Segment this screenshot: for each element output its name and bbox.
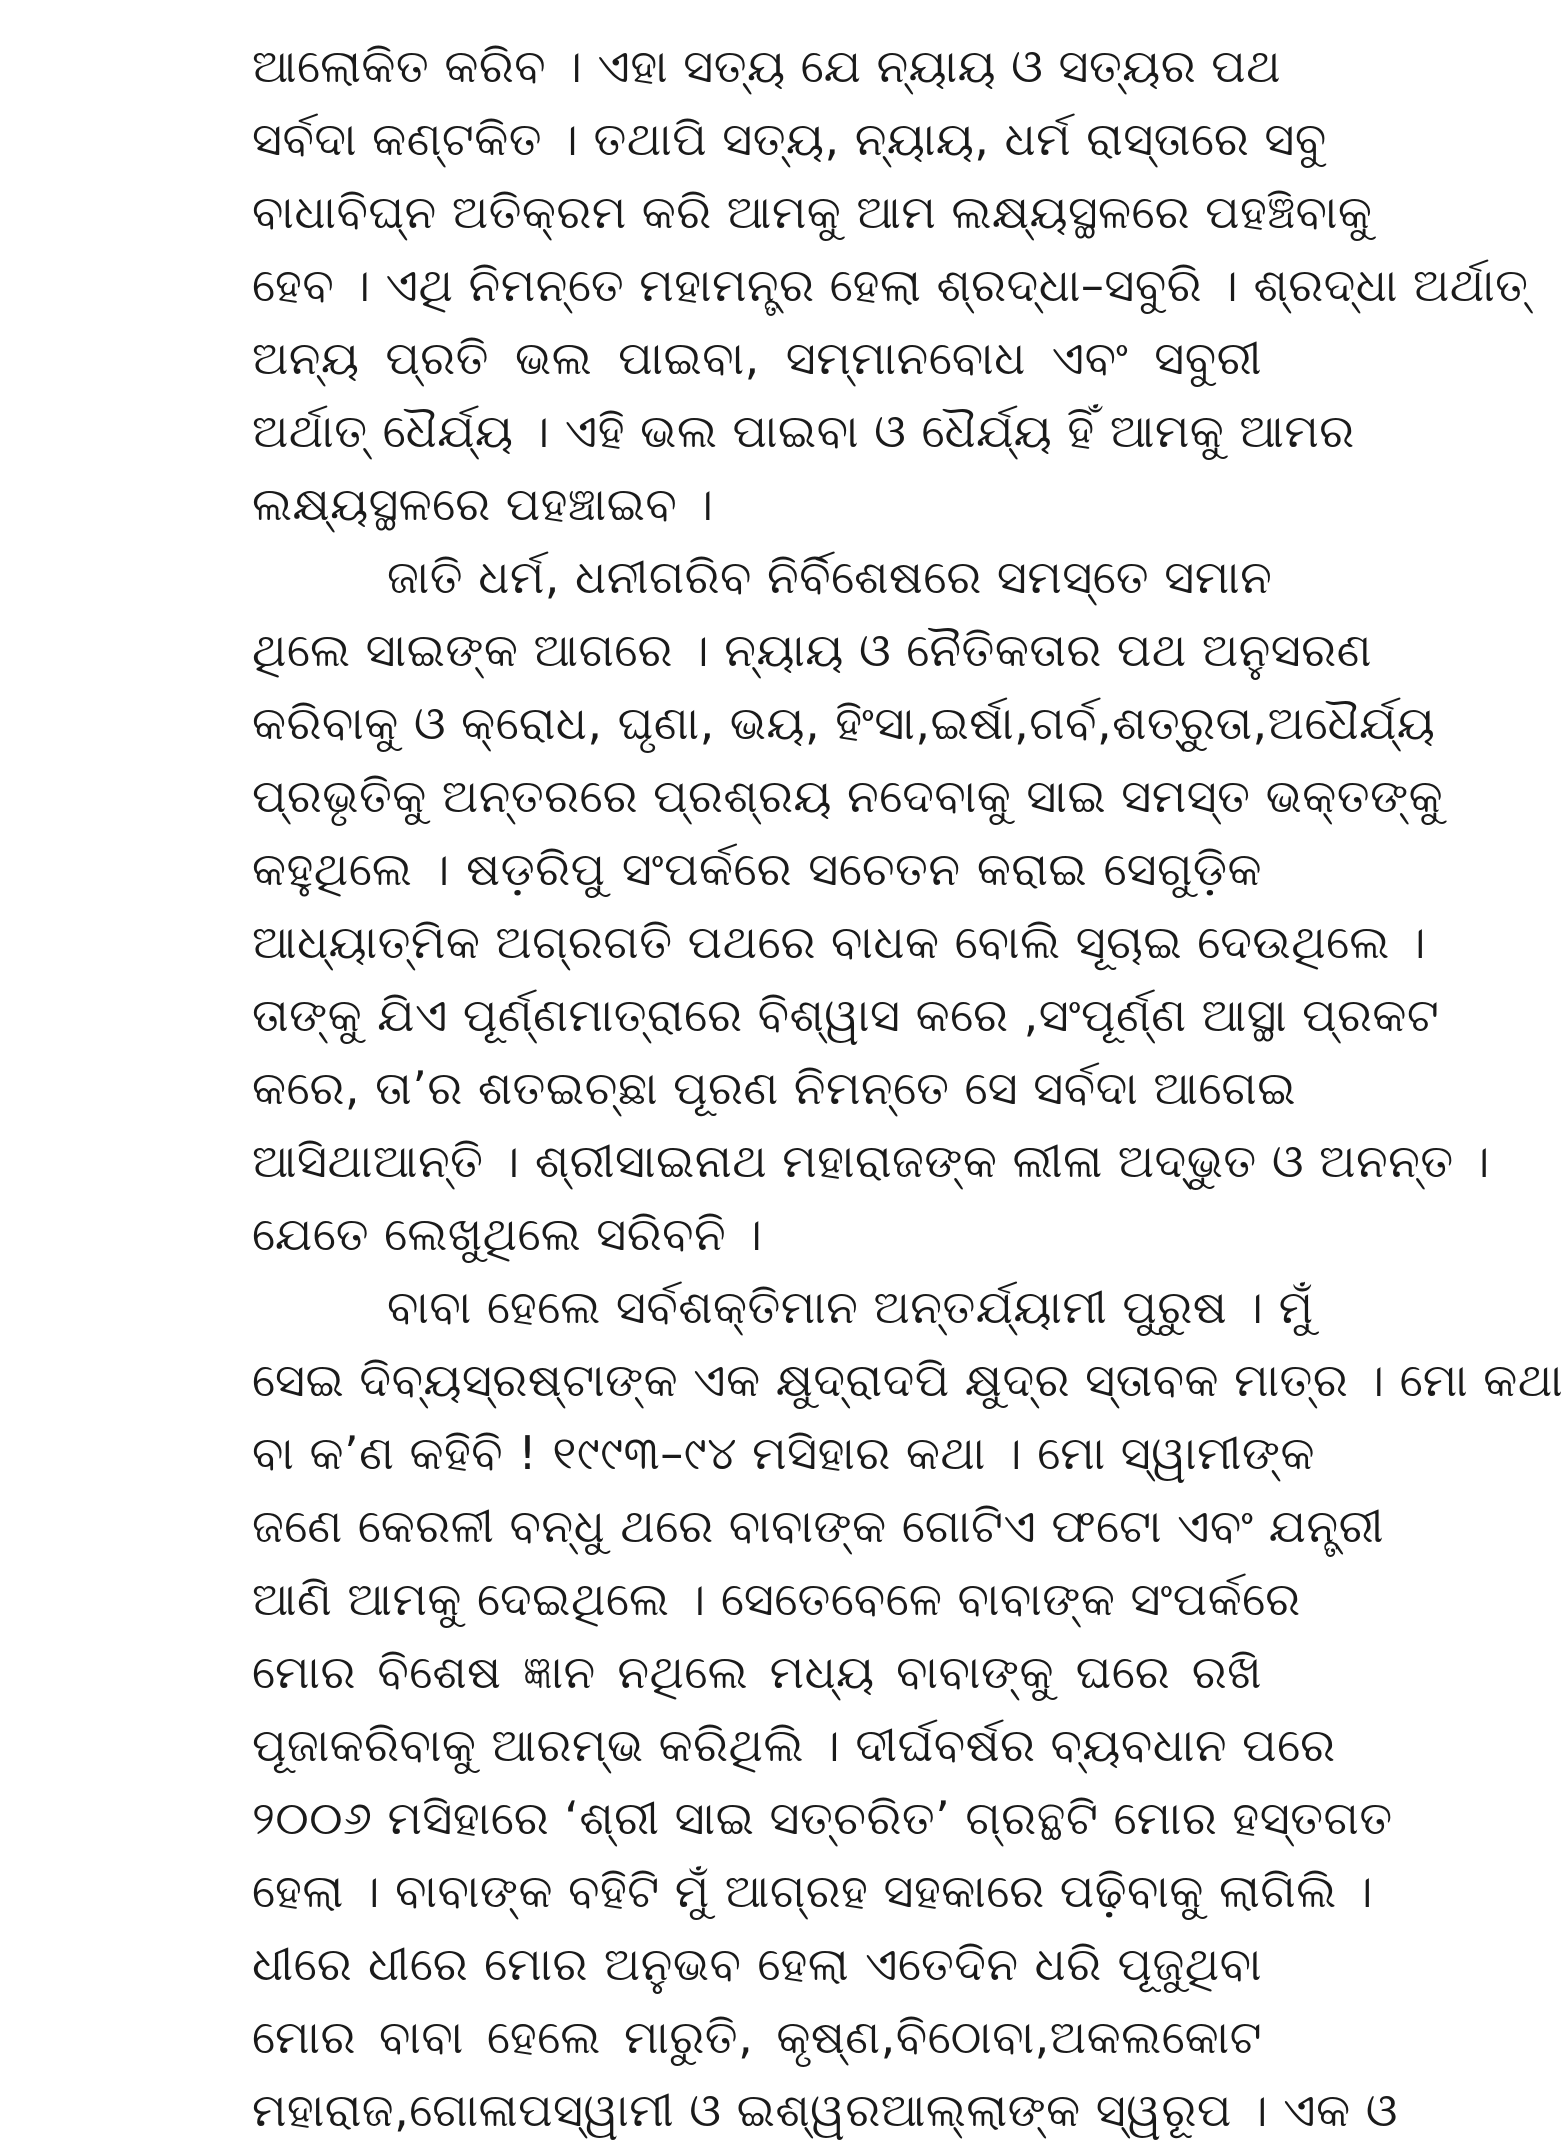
text-line: ସର୍ବଦା କଣ୍ଟକିତ । ତଥାପି ସତ୍ୟ, ନ୍ୟାୟ, ଧର୍ମ ରାସ୍ତାରେ ସବୁ xyxy=(252,112,1327,166)
text-line: ଲକ୍ଷ୍ୟସ୍ଥଳରେ ପହଞ୍ଚାଇବ । xyxy=(252,477,714,531)
text-line: କରିବାକୁ ଓ କ୍ରୋଧ, ଘୃଣା, ଭୟ, ହିଂସା,ଇର୍ଷା,ଗର୍ବ,ଶତ୍ରୁତା,ଅଧୈର୍ଯ୍ୟ xyxy=(252,696,1436,750)
text-line: ତାଙ୍କୁ ଯିଏ ପୂର୍ଣ୍ଣମାତ୍ରାରେ ବିଶ୍ୱାସ କରେ ,ସଂପୂର୍ଣ୍ଣ ଆସ୍ଥା ପ୍ରକଟ xyxy=(252,988,1440,1042)
text-line: ଯେତେ ଲେଖୁଥିଲେ ସରିବନି । xyxy=(252,1207,763,1261)
text-line: ହେବ । ଏଥି ନିମନ୍ତେ ମହାମନ୍ତ୍ର ହେଲା ଶ୍ରଦ୍ଧା–ସବୁରି । ଶ୍ରଦ୍ଧା ଅର୍ଥାତ୍ xyxy=(252,258,1529,312)
body-text xyxy=(252,30,1563,2147)
text-line: ବାଧାବିଘ୍ନ ଅତିକ୍ରମ କରି ଆମକୁ ଆମ ଲକ୍ଷ୍ୟସ୍ଥଳରେ ପହଞ୍ଚିବାକୁ xyxy=(252,185,1373,239)
text-line: ମୋର ବିଶେଷ ଜ୍ଞାନ ନଥିଲେ ମଧ୍ୟ ବାବାଙ୍କୁ ଘରେ ରଖି xyxy=(252,1645,1262,1699)
text-line: ସେଇ ଦିବ୍ୟସ୍ରଷ୍ଟାଙ୍କ ଏକ କ୍ଷୁଦ୍ରାଦପି କ୍ଷୁଦ୍ର ସ୍ତାବକ ମାତ୍ର । ମୋ କଥା xyxy=(252,1353,1563,1407)
text-line: ଆଣି ଆମକୁ ଦେଇଥିଲେ । ସେତେବେଳେ ବାବାଙ୍କ ସଂପର୍କରେ xyxy=(252,1572,1301,1626)
text-line: କହୁଥିଲେ । ଷଡ଼ରିପୁ ସଂପର୍କରେ ସଚେତନ କରାଇ ସେଗୁଡ଼ିକ xyxy=(252,842,1262,896)
text-line: ବା କ’ଣ କହିବି ! ୧୯୯୩–୯୪ ମସିହାର କଥା । ମୋ ସ୍ୱାମୀଙ୍କ xyxy=(252,1426,1316,1480)
text-line: ଆସିଥାଆନ୍ତି । ଶ୍ରୀସାଇନାଥ ମହାରାଜଙ୍କ ଲୀଳା ଅଦ୍ଭୁତ ଓ ଅନନ୍ତ । xyxy=(252,1134,1490,1188)
text-line: ଆଧ୍ୟାତ୍ମିକ ଅଗ୍ରଗତି ପଥରେ ବାଧକ ବୋଲି ସୂଚାଇ ଦେଉଥିଲେ । xyxy=(252,915,1427,969)
text-line: ପ୍ରଭୃତିକୁ ଅନ୍ତରରେ ପ୍ରଶ୍ରୟ ନଦେବାକୁ ସାଇ ସମସ୍ତ ଭକ୍ତଙ୍କୁ xyxy=(252,769,1444,823)
text-line: ଅର୍ଥାତ୍ ଧୈର୍ଯ୍ୟ । ଏହି ଭଲ ପାଇବା ଓ ଧୈର୍ଯ୍ୟ ହିଁ ଆମକୁ ଆମର xyxy=(252,404,1355,458)
text-line: ଧୀରେ ଧୀରେ ମୋର ଅନୁଭବ ହେଲା ଏତେଦିନ ଧରି ପୂଜୁଥିବା xyxy=(252,1937,1262,1991)
text-line: ମୋର ବାବା ହେଲେ ମାରୁତି, କୃଷ୍ଣ,ବିଠୋବା,ଅକଲକୋଟ xyxy=(252,2010,1262,2064)
text-line: ୨୦୦୬ ମସିହାରେ ‘ଶ୍ରୀ ସାଇ ସତ୍‌ଚରିତ’ ଗ୍ରନ୍ଥଟି ମୋର ହସ୍ତଗତ xyxy=(252,1791,1393,1845)
paragraph-first-line: ଜାତି ଧର୍ମ, ଧନୀଗରିବ ନିର୍ବିଶେଷରେ ସମସ୍ତେ ସମାନ xyxy=(387,550,1273,604)
text-line: ଆଲୋକିତ କରିବ । ଏହା ସତ୍ୟ ଯେ ନ୍ୟାୟ ଓ ସତ୍ୟର ପଥ xyxy=(252,39,1282,93)
text-line: ମହାରାଜ,ଗୋଳାପସ୍ୱାମୀ ଓ ଇଶ୍ୱରଆଲ୍ଲାଙ୍କ ସ୍ୱରୂପ । ଏକ ଓ xyxy=(252,2083,1398,2137)
text-line: କରେ, ତା’ର ଶତଇଚ୍ଛା ପୂରଣ ନିମନ୍ତେ ସେ ସର୍ବଦା ଆଗେଇ xyxy=(252,1061,1297,1115)
text-line: ଅନ୍ୟ ପ୍ରତି ଭଲ ପାଇବା, ସମ୍ମାନବୋଧ ଏବଂ ସବୁରୀ xyxy=(252,331,1262,385)
paragraph-first-line: ବାବା ହେଲେ ସର୍ବଶକ୍ତିମାନ ଅନ୍ତର୍ଯ୍ୟାମୀ ପୁରୁଷ । ମୁଁ xyxy=(387,1280,1314,1334)
text-line: ପୂଜାକରିବାକୁ ଆରମ୍ଭ କରିଥିଲି । ଦୀର୍ଘବର୍ଷର ବ୍ୟବଧାନ ପରେ xyxy=(252,1718,1336,1772)
text-line: ଥିଲେ ସାଇଙ୍କ ଆଗରେ । ନ୍ୟାୟ ଓ ନୈତିକତାର ପଥ ଅନୁସରଣ xyxy=(252,623,1372,677)
text-line: ଜଣେ କେରଳୀ ବନ୍ଧୁ ଥରେ ବାବାଙ୍କ ଗୋଟିଏ ଫଟୋ ଏବଂ ଯନ୍ତ୍ରୀ xyxy=(252,1499,1385,1553)
text-line: ହେଲା । ବାବାଙ୍କ ବହିଟି ମୁଁ ଆଗ୍ରହ ସହକାରେ ପଢ଼ିବାକୁ ଲାଗିଲି । xyxy=(252,1864,1374,1918)
